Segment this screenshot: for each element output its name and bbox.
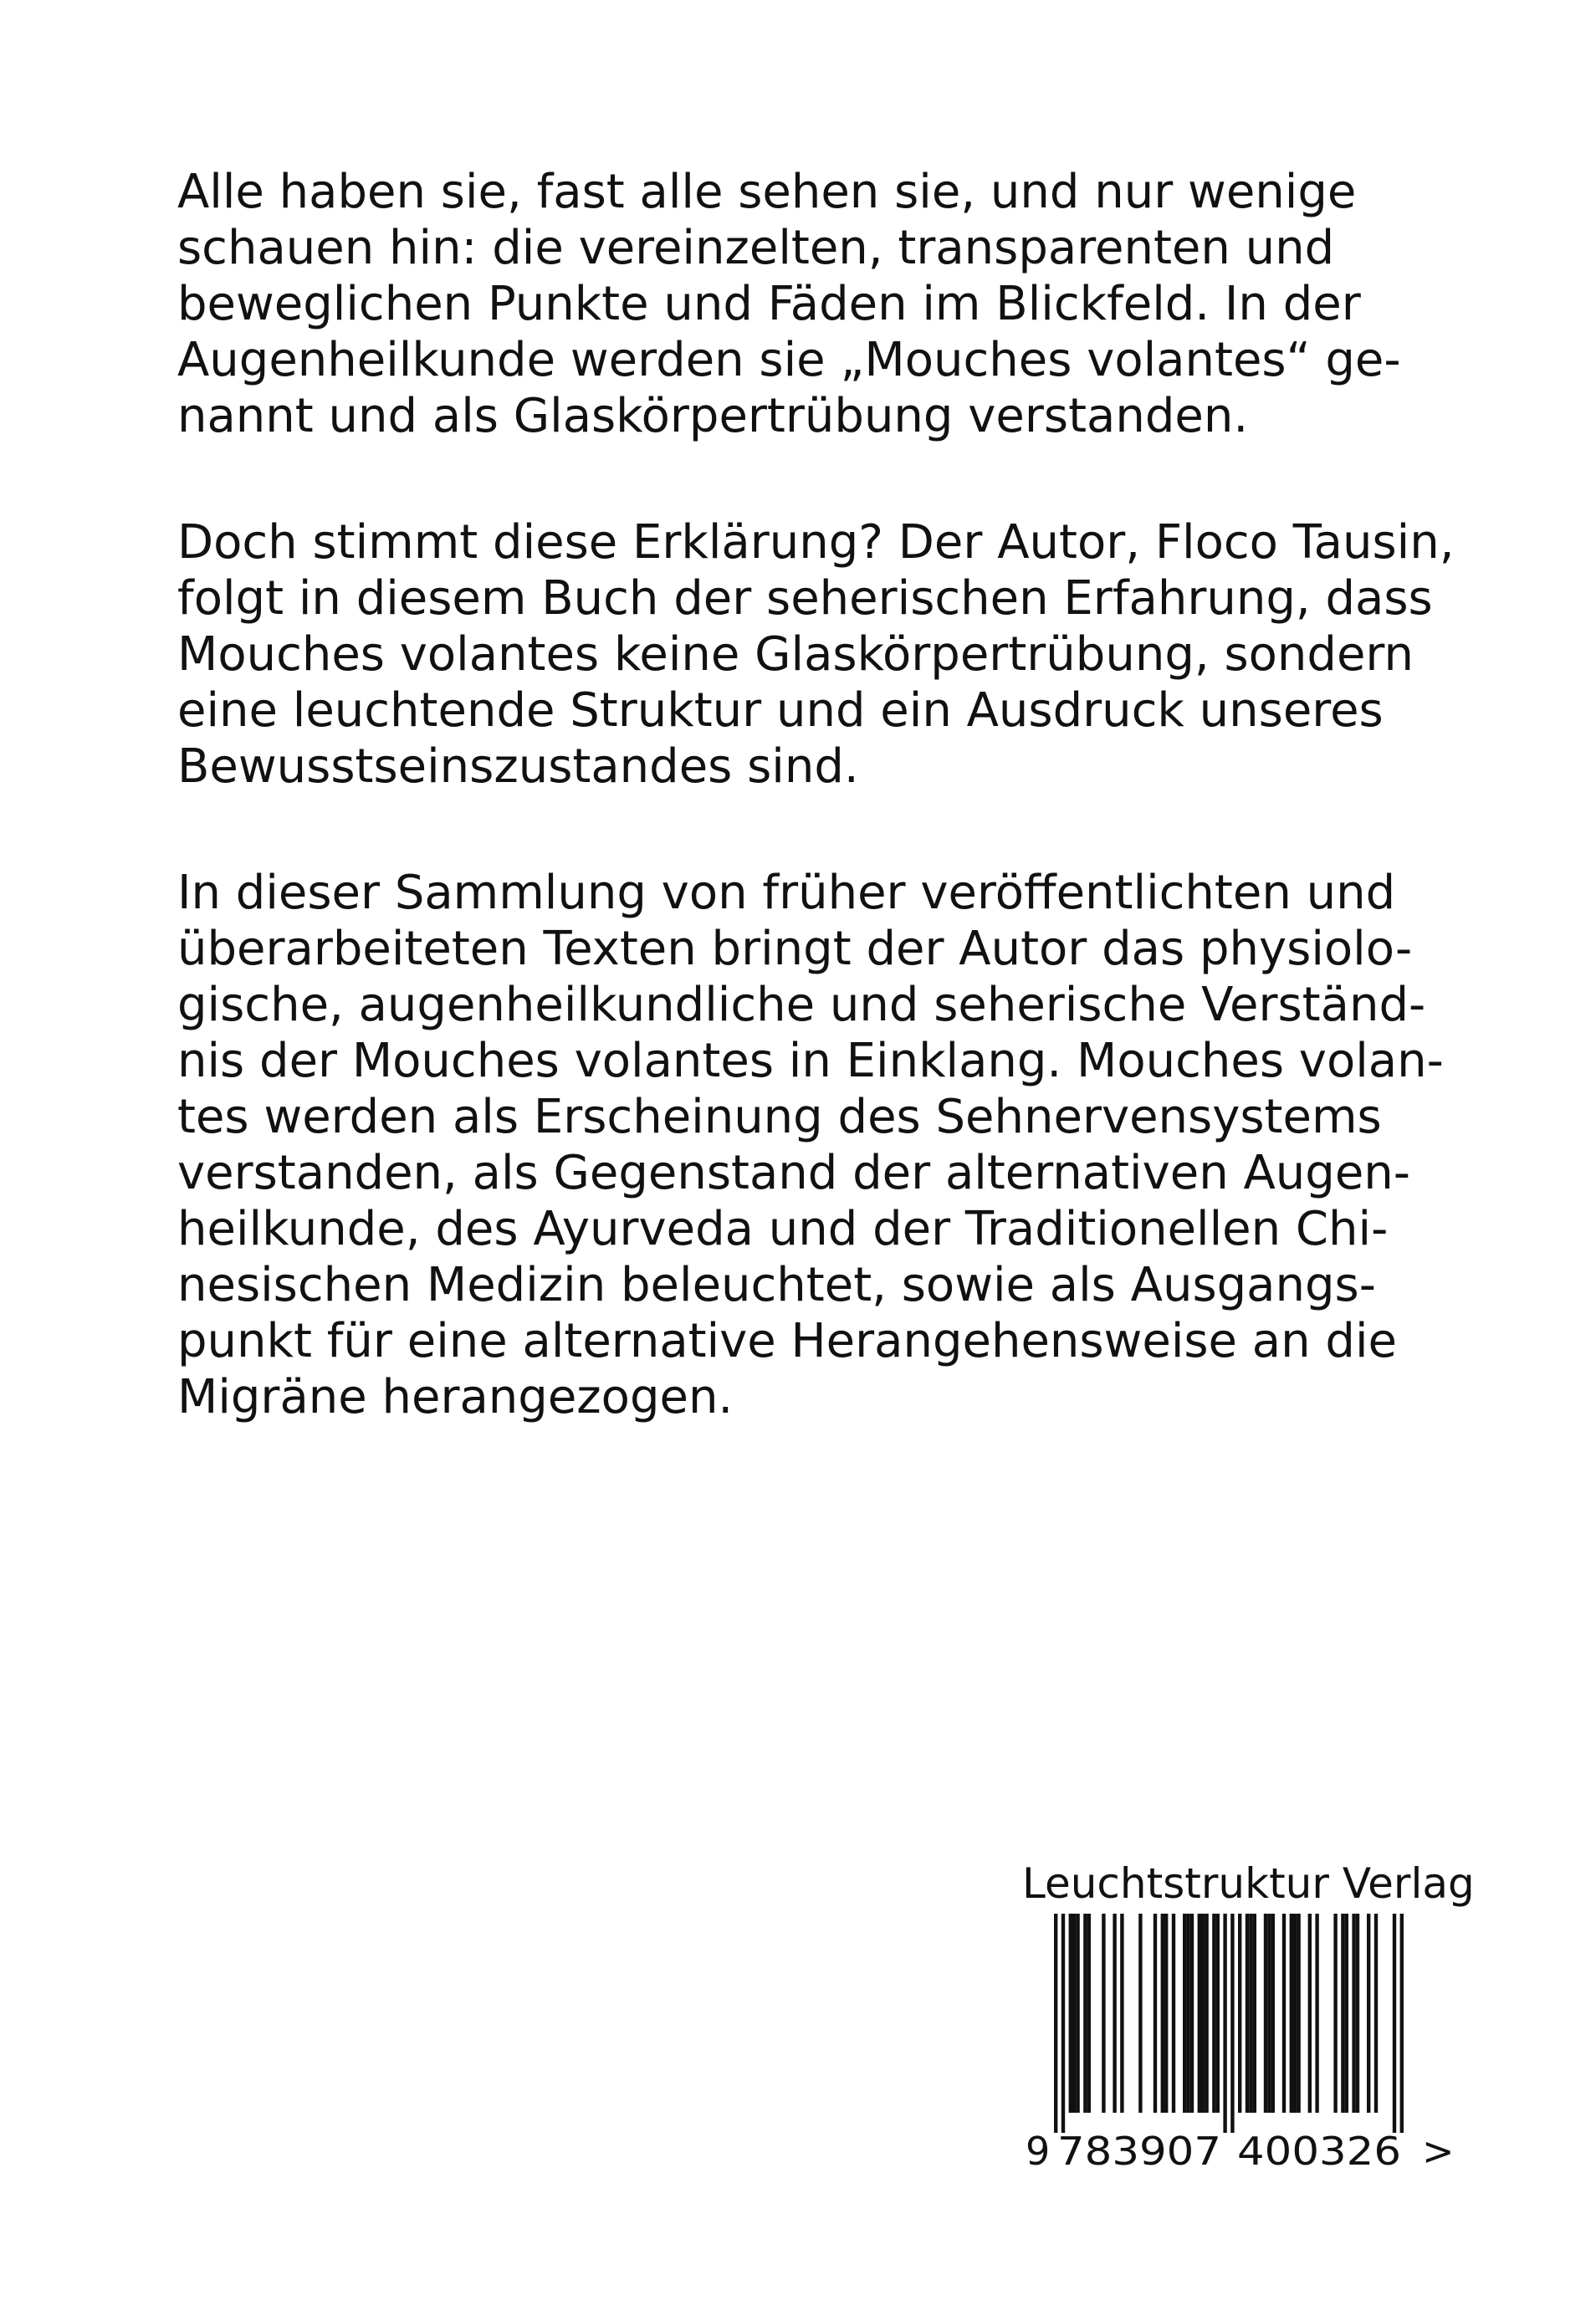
barcode-bar — [1172, 1914, 1175, 2113]
barcode-bar — [1083, 1914, 1087, 2113]
barcode-bar — [1198, 1914, 1201, 2113]
paragraph-2 — [177, 514, 1455, 795]
barcode-bar — [1400, 1914, 1404, 2133]
text-line: Alle haben sie, fast alle sehen sie, und nur wenige — [177, 165, 1357, 219]
barcode-bar — [1183, 1914, 1186, 2113]
barcode-bar — [1345, 1914, 1348, 2113]
barcode-bar — [1054, 1914, 1057, 2133]
barcode-lead-digit: 9 — [1026, 2129, 1051, 2174]
barcode-bar — [1315, 1914, 1318, 2113]
text-line: überarbeiteten Texten bringt der Autor das physiolo- — [177, 922, 1413, 976]
barcode-bar — [1267, 1914, 1271, 2113]
text-line: folgt in diesem Buch der seherischen Erfahrung, dass — [177, 571, 1433, 626]
text-line: heilkunde, des Ayurveda und der Traditionellen Chi- — [177, 1202, 1389, 1256]
barcode-bar — [1238, 1914, 1241, 2113]
barcode-bar — [1308, 1914, 1312, 2113]
barcode-bar — [1333, 1914, 1337, 2113]
barcode-bar — [1253, 1914, 1256, 2113]
isbn-barcode-block — [1022, 1858, 1475, 2176]
barcode-bar — [1290, 1914, 1293, 2113]
barcode-left-digits: 783907 — [1057, 2129, 1221, 2174]
text-line: nis der Mouches volantes in Einklang. Mouches volan- — [177, 1034, 1444, 1088]
barcode-bar — [1120, 1914, 1123, 2113]
text-line: nesischen Medizin beleuchtet, sowie als Ausgangs- — [177, 1258, 1376, 1312]
barcode-bar — [1293, 1914, 1297, 2113]
barcode-bar — [1352, 1914, 1355, 2113]
barcode-bar — [1201, 1914, 1205, 2113]
barcode-bar — [1282, 1914, 1286, 2113]
text-line: punkt für eine alternative Herangehensweise an die — [177, 1314, 1397, 1368]
text-line: gische, augenheilkundliche und seherische Verständ- — [177, 978, 1426, 1032]
text-line: verstanden, als Gegenstand der alternativen Augen- — [177, 1146, 1410, 1200]
barcode-bar — [1249, 1914, 1252, 2113]
ean13-barcode — [1022, 1914, 1457, 2175]
text-line: beweglichen Punkte und Fäden im Blickfeld. In der — [177, 277, 1361, 331]
text-line: Augenheilkunde werden sie „Mouches volantes“ ge- — [177, 333, 1401, 387]
text-line: Doch stimmt diese Erklärung? Der Autor, Floco Tausin, — [177, 515, 1455, 570]
barcode-bar — [1246, 1914, 1249, 2113]
barcode-bar — [1161, 1914, 1164, 2113]
text-line: eine leuchtende Struktur und ein Ausdruck unseres — [177, 683, 1384, 738]
publisher-name: Leuchtstruktur Verlag — [1022, 1859, 1475, 1908]
barcode-bar — [1216, 1914, 1220, 2113]
barcode-quiet-zone-mark: > — [1422, 2129, 1455, 2174]
barcode-bar — [1356, 1914, 1359, 2113]
barcode-bar — [1186, 1914, 1189, 2113]
barcode-right-digits: 400326 — [1237, 2129, 1401, 2174]
barcode-bar — [1212, 1914, 1215, 2113]
barcode-bar — [1072, 1914, 1076, 2113]
text-line: Migräne herangezogen. — [177, 1370, 734, 1424]
barcode-bar — [1367, 1914, 1370, 2113]
barcode-bar — [1374, 1914, 1378, 2113]
barcode-bar — [1061, 1914, 1065, 2133]
paragraph-3 — [177, 865, 1444, 1425]
barcode-bar — [1297, 1914, 1300, 2113]
paragraph-1 — [177, 164, 1432, 444]
barcode-bars — [1054, 1914, 1404, 2133]
barcode-bar — [1271, 1914, 1275, 2113]
barcode-bar — [1205, 1914, 1208, 2113]
barcode-bar — [1087, 1914, 1091, 2113]
text-line: schauen hin: die vereinzelten, transparenten und — [177, 221, 1335, 275]
barcode-bar — [1069, 1914, 1072, 2113]
barcode-bar — [1264, 1914, 1267, 2113]
text-line: Bewusstseinszustandes sind. — [177, 739, 859, 794]
barcode-bar — [1076, 1914, 1079, 2113]
blurb-text — [177, 164, 1455, 1495]
barcode-bar — [1164, 1914, 1168, 2113]
text-line: Mouches volantes keine Glaskörpertrübung, sondern — [177, 627, 1414, 682]
barcode-bar — [1113, 1914, 1116, 2113]
barcode-bar — [1154, 1914, 1157, 2113]
barcode-bar — [1102, 1914, 1105, 2113]
text-line: tes werden als Erscheinung des Sehnervensystems — [177, 1090, 1382, 1144]
barcode-bar — [1138, 1914, 1142, 2113]
barcode-bar — [1393, 1914, 1396, 2133]
barcode-bar — [1223, 1914, 1226, 2133]
text-line: In dieser Sammlung von früher veröffentlichten und — [177, 866, 1396, 920]
barcode-bar — [1190, 1914, 1194, 2113]
text-line: nannt und als Glaskörpertrübung verstanden. — [177, 389, 1249, 443]
barcode-bar — [1341, 1914, 1344, 2113]
barcode-bar — [1230, 1914, 1234, 2133]
